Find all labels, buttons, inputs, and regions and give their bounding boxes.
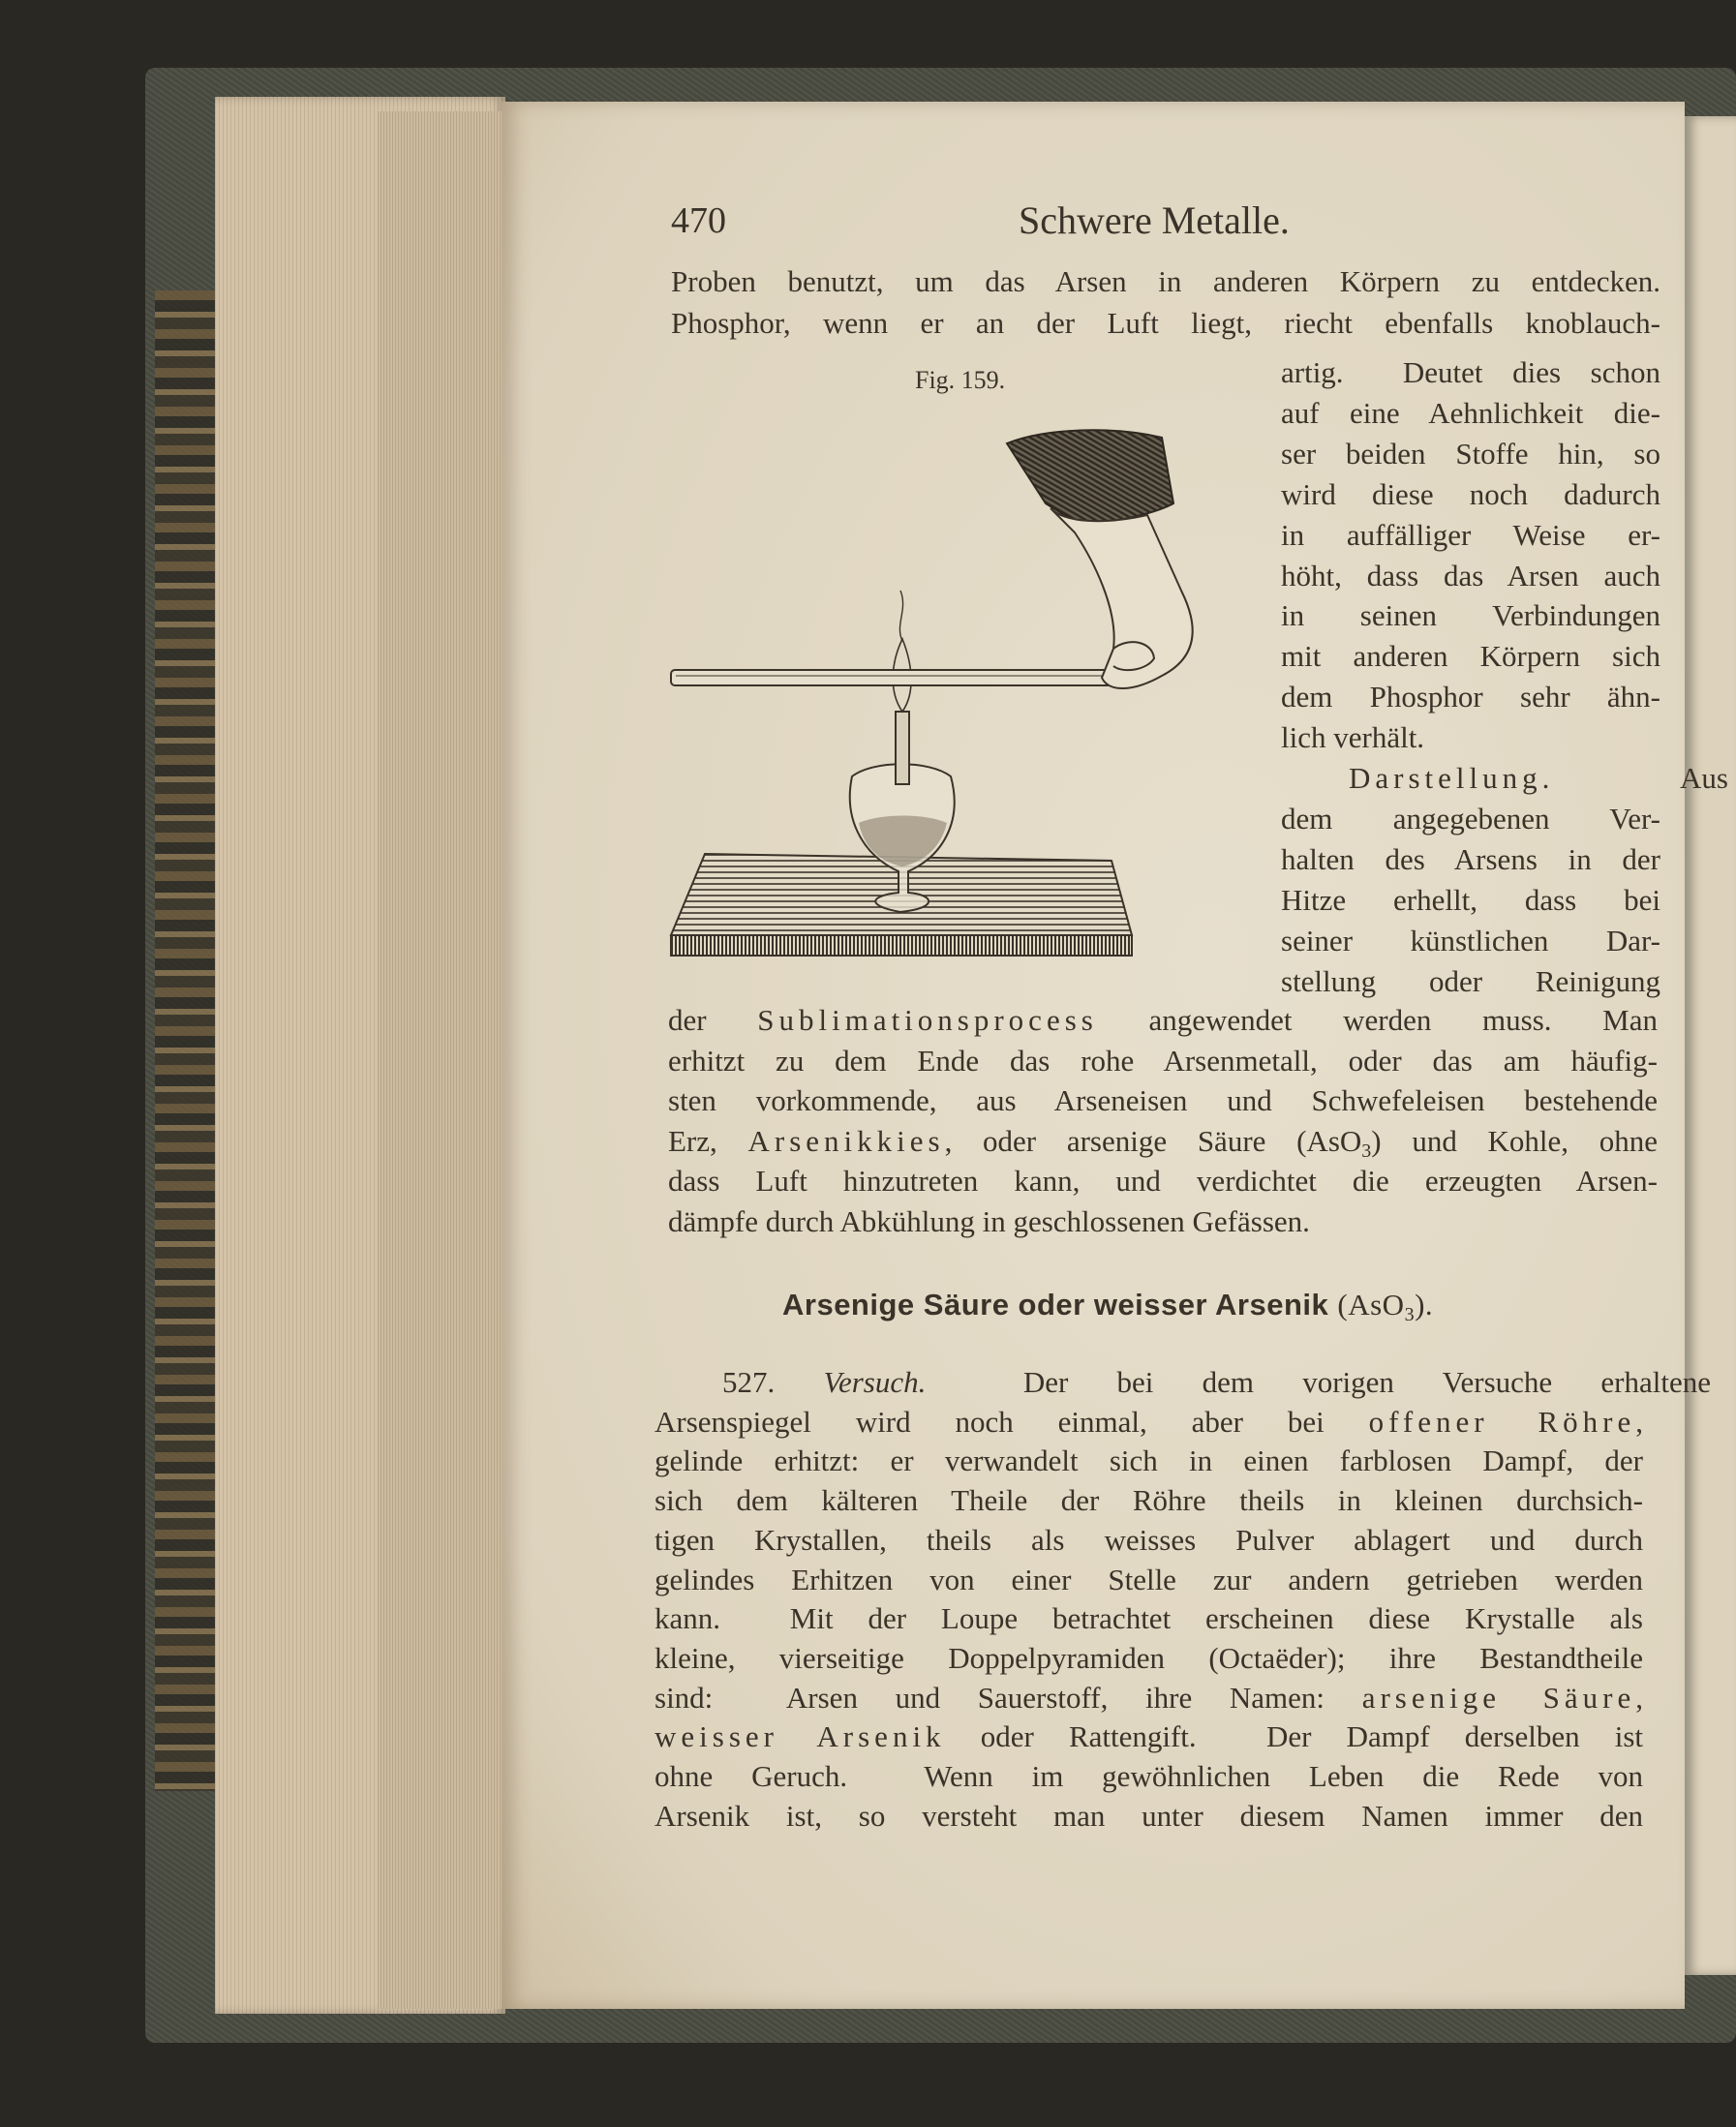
section-heading (782, 1288, 1433, 1326)
text-run: in seinen Verbindungen (1281, 598, 1660, 633)
text-run: sind: Arsen und Sauerstoff, ihre Namen: (655, 1680, 1362, 1715)
text-line (1281, 839, 1660, 880)
text-line (655, 1796, 1643, 1837)
text-line (1281, 921, 1660, 961)
text-line (655, 1638, 1643, 1679)
text-run: halten des Arsens in der (1281, 841, 1660, 876)
text-run: erhitzt zu dem Ende das rohe Arsenmetall, oder das am häufig- (668, 1043, 1658, 1078)
text-line (668, 1161, 1658, 1201)
text-run: sich dem kälteren Theile der Röhre theils in kleinen durchsich- (655, 1483, 1643, 1518)
text-line (1281, 677, 1660, 717)
text-run: angewendet werden muss. Man (1097, 1003, 1658, 1037)
formula-suffix: ). (1415, 1288, 1434, 1322)
text-run: kleine, vierseitige Doppelpyramiden (Octaëder); ihre Bestandtheile (655, 1640, 1643, 1675)
text-line (655, 1441, 1643, 1481)
text-line (671, 261, 1660, 302)
emphasized-text: weisser Arsenik (655, 1719, 946, 1754)
text-line (668, 1201, 1658, 1242)
emphasized-text: arsenige Säure (1361, 1680, 1636, 1715)
formula-subscript: 3 (1404, 1304, 1416, 1325)
text-line (655, 1362, 1711, 1403)
text-line (668, 1000, 1658, 1041)
text-run: dem Phosphor sehr ähn- (1281, 680, 1660, 714)
text-line (655, 1678, 1643, 1718)
text-line (1281, 758, 1728, 799)
text-run: ) und Kohle, ohne (1371, 1123, 1658, 1158)
italic-text: Versuch. (823, 1365, 927, 1399)
text-run: sten vorkommende, aus Arseneisen und Schwefeleisen bestehende (668, 1083, 1658, 1117)
text-line (1281, 636, 1660, 677)
glass-tube-icon (671, 670, 1126, 685)
emphasized-text: Darstellung. (1349, 761, 1555, 795)
text-run: 527. (722, 1365, 824, 1399)
emphasized-text: offener Röhre (1368, 1404, 1636, 1439)
text-line (668, 1080, 1658, 1121)
text-run: dem angegebenen Ver- (1281, 801, 1660, 836)
text-run: mit anderen Körpern sich (1281, 639, 1660, 674)
text-run: seiner künstlichen Dar- (1281, 923, 1660, 957)
text-line (655, 1402, 1643, 1443)
text-run: Aus (1554, 761, 1728, 795)
text-run: Phosphor, wenn er an der Luft liegt, riecht ebenfalls knoblauch- (671, 306, 1660, 340)
text-line (655, 1480, 1643, 1521)
text-run: ohne Geruch. Wenn im gewöhnlichen Leben die Rede von (655, 1759, 1643, 1793)
figure-illustration (658, 416, 1220, 978)
section-heading-text: Arsenige Säure oder weisser Arsenik (782, 1288, 1338, 1322)
text-run: oder Rattengift. Der Dampf derselben ist (945, 1719, 1644, 1754)
text-run: artig. Deutet dies schon (1281, 355, 1660, 389)
text-run: stellung oder Reinigung (1281, 963, 1660, 998)
text-run: auf eine Aehnlichkeit die- (1281, 395, 1660, 430)
text-run: ser beiden Stoffe hin, so (1281, 436, 1660, 471)
text-run: höht, dass das Arsen auch (1281, 558, 1660, 593)
text-run: Der bei dem vorigen Versuche erhaltene (926, 1365, 1712, 1399)
text-line (655, 1717, 1643, 1757)
text-run: kann. Mit der Loupe betrachtet erscheinen diese Krystalle als (655, 1601, 1643, 1636)
text-run: gelindes Erhitzen von einer Stelle zur andern getrieben werden (655, 1562, 1643, 1596)
emphasized-text: Sublimationsprocess (757, 1003, 1098, 1037)
text-line (1281, 393, 1660, 434)
text-run: Arsenspiegel wird noch einmal, aber bei (655, 1404, 1369, 1439)
text-run: dämpfe durch Abkühlung in geschlossenen Gefässen. (668, 1203, 1310, 1238)
text-line (1281, 880, 1660, 921)
text-run: Proben benutzt, um das Arsen in anderen Körpern zu entdecken. (671, 264, 1660, 298)
text-run: Erz, (668, 1123, 748, 1158)
text-run: in auffälliger Weise er- (1281, 517, 1660, 552)
text-run: der (668, 1003, 758, 1037)
page-edges-inner (378, 111, 503, 2009)
text-run: wird diese noch dadurch (1281, 476, 1660, 511)
text-run: dass Luft hinzutreten kann, und verdichtet die erzeugten Arsen- (668, 1164, 1658, 1198)
facing-page-edge (1685, 116, 1736, 1975)
figure-caption: Fig. 159. (915, 366, 1006, 394)
text-line (1281, 556, 1660, 596)
text-line (655, 1520, 1643, 1561)
text-line (1281, 515, 1660, 556)
running-title: Schwere Metalle. (1019, 198, 1290, 242)
text-line (1281, 474, 1660, 515)
cover-edge-texture (155, 290, 223, 1791)
text-run: , oder arsenige Säure (AsO (944, 1123, 1362, 1158)
text-line (1281, 352, 1660, 393)
text-run: lich verhält. (1281, 720, 1425, 755)
text-line (655, 1598, 1643, 1639)
text-run: , (1635, 1680, 1643, 1715)
text-line (1281, 799, 1660, 839)
hand-icon (1007, 430, 1193, 688)
emphasized-text: Arsenikkies (747, 1123, 945, 1158)
text-line (1281, 434, 1660, 474)
subscript: 3 (1361, 1139, 1372, 1162)
text-line (655, 1560, 1643, 1600)
text-line (1281, 961, 1660, 1002)
text-line (1281, 717, 1660, 758)
text-line (655, 1756, 1643, 1797)
text-run: , (1635, 1404, 1643, 1439)
formula-prefix: (AsO (1337, 1288, 1405, 1322)
text-line (668, 1041, 1658, 1081)
text-line (668, 1121, 1658, 1162)
text-run: Hitze erhellt, dass bei (1281, 882, 1660, 917)
page-number: 470 (671, 200, 726, 241)
text-run: tigen Krystallen, theils als weisses Pulver ablagert und durch (655, 1522, 1643, 1557)
text-line (671, 303, 1660, 344)
text-line (1281, 595, 1660, 636)
text-run: gelinde erhitzt: er verwandelt sich in einen farblosen Dampf, der (655, 1443, 1643, 1478)
text-run: Arsenik ist, so versteht man unter diesem Namen immer den (655, 1798, 1643, 1833)
